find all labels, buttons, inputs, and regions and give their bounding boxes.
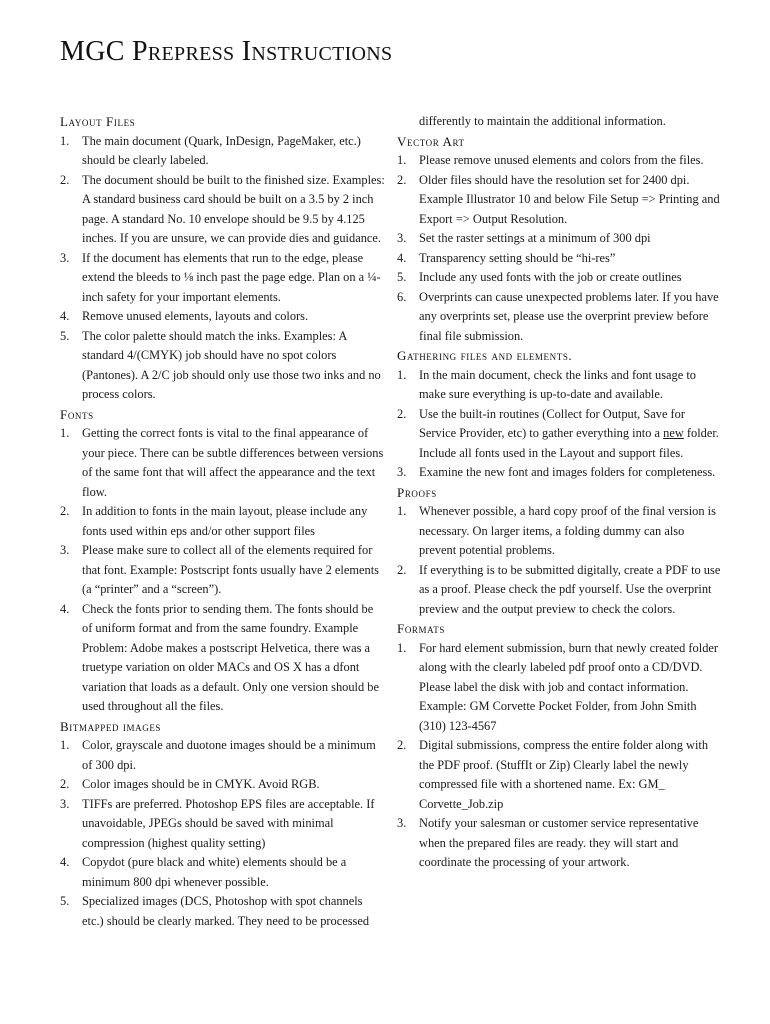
item-text: In the main document, check the links and font usage to make sure everything is up-to-date and available. [419,367,696,401]
list-item [60,541,385,600]
item-text: Color images should be in CMYK. Avoid RGB. [82,777,320,791]
item-number: 3. [397,465,407,479]
item-text: The color palette should match the inks. Examples: A standard 4/(CMYK) job should have no spot colors (Pantones). A 2/C job should only use those two inks and no process colors. [82,328,381,401]
section-heading-bitmapped-images: Bitmapped images [60,718,162,734]
item-text: If everything is to be submitted digitally, create a PDF to use as a proof. Please check the pdf yourself. Use the overprint preview and the output preview to check the colors. [419,562,721,616]
formats-list [397,639,722,873]
item-number: 1. [60,738,70,752]
item-text: Copydot (pure black and white) elements should be a minimum 800 dpi whenever possible. [82,855,347,889]
item-number: 6. [397,289,407,304]
item-text: Transparency setting should be “hi-res” [419,250,616,265]
list-item [397,639,722,737]
item-text-start: Use the built-in routines (Collect for Output, Save for Service Provider, etc) to gather everything into a [419,406,685,440]
fonts-list [60,424,385,717]
proofs-list [397,502,722,619]
item-number: 4. [60,309,70,323]
list-item [60,502,385,541]
bitmapped-images-list [60,736,385,931]
list-item [397,288,722,347]
section-heading-gathering-files: Gathering files and elements. [397,348,573,363]
left-column [60,112,385,931]
item-text: Notify your salesman or customer service representative when the prepared files are ready. they will start and coordinate the processing of your artwork. [419,816,699,869]
underlined-word: new [663,426,684,440]
item-number: 3. [60,796,70,811]
item-number: 1. [60,133,70,148]
page-title: MGC Prepress Instructions [60,36,393,67]
item-text: Set the raster settings at a minimum of 300 dpi [419,231,651,245]
section-heading-layout-files: Layout Files [60,114,136,129]
list-item [397,463,722,483]
item-number: 2. [397,738,407,752]
item-number: 1. [60,426,70,440]
item-number: 5. [397,270,407,284]
list-item [60,892,385,931]
item-number: 1. [397,367,407,382]
item-number: 1. [397,153,407,167]
list-item [397,561,722,620]
list-item [397,249,722,269]
item-number: 3. [397,231,407,245]
item-text: Color, grayscale and duotone images should be a minimum of 300 dpi. [82,738,376,772]
list-item [397,151,722,171]
section-heading-vector-art: Vector Art [397,133,465,149]
item-number: 2. [397,172,407,187]
list-item [397,229,722,249]
item-text: Include any used fonts with the job or create outlines [419,270,682,284]
list-item [60,132,385,171]
item-number: 5. [60,894,70,908]
item-number: 2. [60,777,70,791]
item-text: Check the fonts prior to sending them. The fonts should be of uniform format and from the same foundry. Example Problem: Adobe makes a postscript Helvetica, there was a truetype variation on older MACs and OS X has a dfont variation that loads as a default. Only one version should be used throughout all the files. [82,601,379,713]
item-text: For hard element submission, burn that newly created folder along with the clearly labeled pdf proof onto a CD/DVD. Please label the disk with job and contact information. Example: GM Corvette Pocket Folder, from John Smith (310) 123-4567 [419,640,719,733]
item-number: 5. [60,328,70,343]
item-text: Specialized images (DCS, Photoshop with spot channels etc.) should be clearly marked. They need to be processed [82,894,370,928]
list-item [60,307,385,327]
list-item [60,424,385,502]
list-item [60,249,385,308]
vector-art-list [397,151,722,346]
list-item [60,775,385,795]
list-item [397,814,722,873]
list-item [60,795,385,854]
list-item [397,366,722,405]
section-heading-fonts: Fonts [60,406,94,422]
item-number: 2. [397,562,407,577]
list-item [60,327,385,405]
item-text-end: folder. Include all fonts used in the Layout and support files. [419,426,719,460]
item-text: Remove unused elements, layouts and colors. [82,309,309,323]
list-item [397,171,722,230]
list-item [60,736,385,775]
item-text: In addition to fonts in the main layout, please include any fonts used within eps and/or other support files [82,504,368,538]
item-number: 4. [397,250,407,265]
item-text: Please remove unused elements and colors from the files. [419,153,704,167]
list-item [60,853,385,892]
list-item [397,268,722,288]
item-text: If the document has elements that run to the edge, please extend the bleeds to ⅛ inch past the page edge. Plan on a ¼-inch safety for your important elements. [82,250,381,304]
item-text: Examine the new font and images folders for completeness. [419,465,716,479]
item-number: 3. [60,250,70,265]
item-text: TIFFs are preferred. Photoshop EPS files are acceptable. If unavoidable, JPEGs should be saved with minimal compression (highest quality setting) [82,796,375,850]
item-text: Digital submissions, compress the entire folder along with the PDF proof. (StuffIt or Zip) Clearly label the newly compressed file with a shortened name. Ex: GM_ Corvette_Job.zip [419,738,709,811]
item-number: 2. [60,172,70,187]
item-text: The main document (Quark, InDesign, PageMaker, etc.) should be clearly labeled. [82,133,361,167]
item-number: 1. [397,640,407,655]
list-item [397,736,722,814]
item-text: The document should be built to the finished size. Examples: A standard business card should be built on a 3.5 by 2 inch page. A standard No. 10 envelope should be 9.5 by 4.125 inches. If you are unsure, we can provide dies and guidance. [82,172,385,245]
item-text: Overprints can cause unexpected problems later. If you have any overprints set, please use the overprint preview before final file submission. [419,289,719,343]
list-item [60,171,385,249]
item-number: 1. [397,504,407,518]
item-text: Older files should have the resolution set for 2400 dpi. Example Illustrator 10 and below File Setup => Printing and Export => Output Resolution. [419,172,720,226]
list-item [60,600,385,717]
item-number: 4. [60,855,70,869]
item-text: Whenever possible, a hard copy proof of the final version is necessary. On larger items, a folding dummy can also prevent potential problems. [419,504,716,557]
item-number: 3. [397,816,407,830]
continued-text: differently to maintain the additional information. [419,114,666,128]
item-text: Please make sure to collect all of the elements required for that font. Example: Postscript fonts usually have 2 elements (a “printer” and a “screen”). [82,543,379,596]
item-number: 3. [60,543,70,557]
section-heading-proofs: Proofs [397,484,437,500]
list-item [397,405,722,464]
item-text: Getting the correct fonts is vital to the final appearance of your piece. There can be subtle differences between versions of the same font that will affect the appearance and the text flow. [82,426,384,499]
item-number: 2. [397,406,407,421]
layout-files-list [60,132,385,405]
gathering-files-list [397,366,722,483]
item-number: 2. [60,504,70,518]
right-column [397,112,722,873]
item-number: 4. [60,601,70,616]
section-heading-formats: Formats [397,621,445,636]
list-item [397,502,722,561]
